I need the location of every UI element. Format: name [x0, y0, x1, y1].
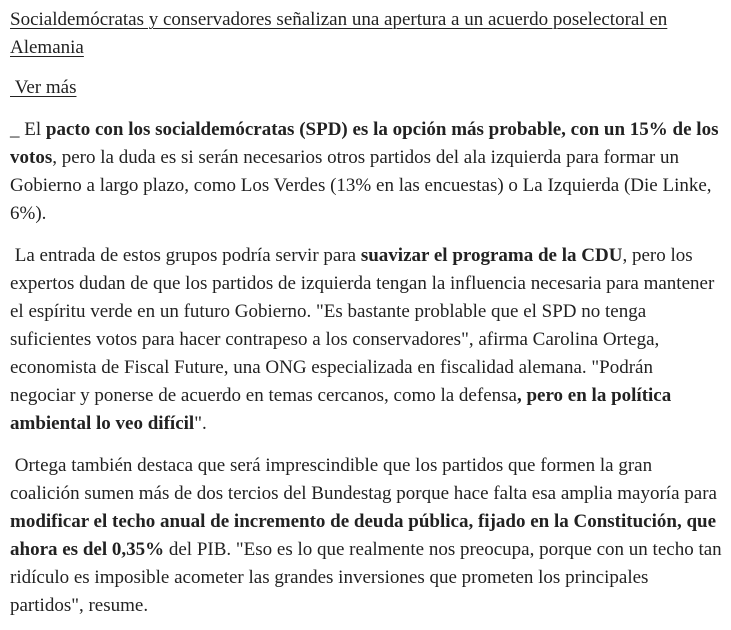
- ver-mas-link[interactable]: Ver más: [10, 77, 77, 98]
- bold-text-segment: , pero en la política ambiental lo veo difícil: [10, 385, 672, 434]
- headline-link[interactable]: Socialdemócratas y conservadores señalizan una apertura a un acuerdo poselectoral en Alemania: [10, 9, 668, 58]
- article-body: [10, 116, 722, 620]
- text-segment: La entrada de estos grupos podría servir para: [10, 245, 361, 266]
- ver-mas-row: [10, 74, 722, 102]
- paragraph: [10, 116, 722, 228]
- text-segment: del PIB. "Eso es lo que realmente nos preocupa, porque con un techo tan ridículo es imposible acometer las grandes inversiones que prometen los principales partidos", resume.: [10, 539, 722, 616]
- text-segment: , pero la duda es si serán necesarios otros partidos del ala izquierda para formar un Gobierno a largo plazo, como Los Verdes (13% en las encuestas) o La Izquierda (Die Linke, 6%).: [10, 147, 712, 224]
- text-segment: , pero los expertos dudan de que los partidos de izquierda tengan la influencia necesaria para mantener el espíritu verde en un futuro Gobierno. "Es bastante problable que el SPD no tenga suficientes votos para hacer contrapeso a los conservadores", afirma Carolina Ortega, economista de Fiscal Future, una ONG especializada en fiscalidad alemana. "Podrán negociar y ponerse de acuerdo en temas cercanos, como la defensa: [10, 245, 715, 406]
- paragraph: [10, 452, 722, 620]
- bold-text-segment: modificar el techo anual de incremento de deuda pública, fijado en la Constitución, que ahora es del 0,35%: [10, 511, 717, 560]
- text-segment: ".: [194, 413, 207, 434]
- text-segment: _ El: [10, 119, 46, 140]
- bold-text-segment: suavizar el programa de la CDU: [360, 245, 623, 266]
- headline: [10, 6, 722, 62]
- text-segment: Ortega también destaca que será imprescindible que los partidos que formen la gran coalición sumen más de dos tercios del Bundestag porque hace falta esa amplia mayoría para: [10, 455, 717, 504]
- paragraph: [10, 242, 722, 438]
- bold-text-segment: pacto con los socialdemócratas (SPD) es la opción más probable, con un 15% de los votos: [10, 119, 719, 168]
